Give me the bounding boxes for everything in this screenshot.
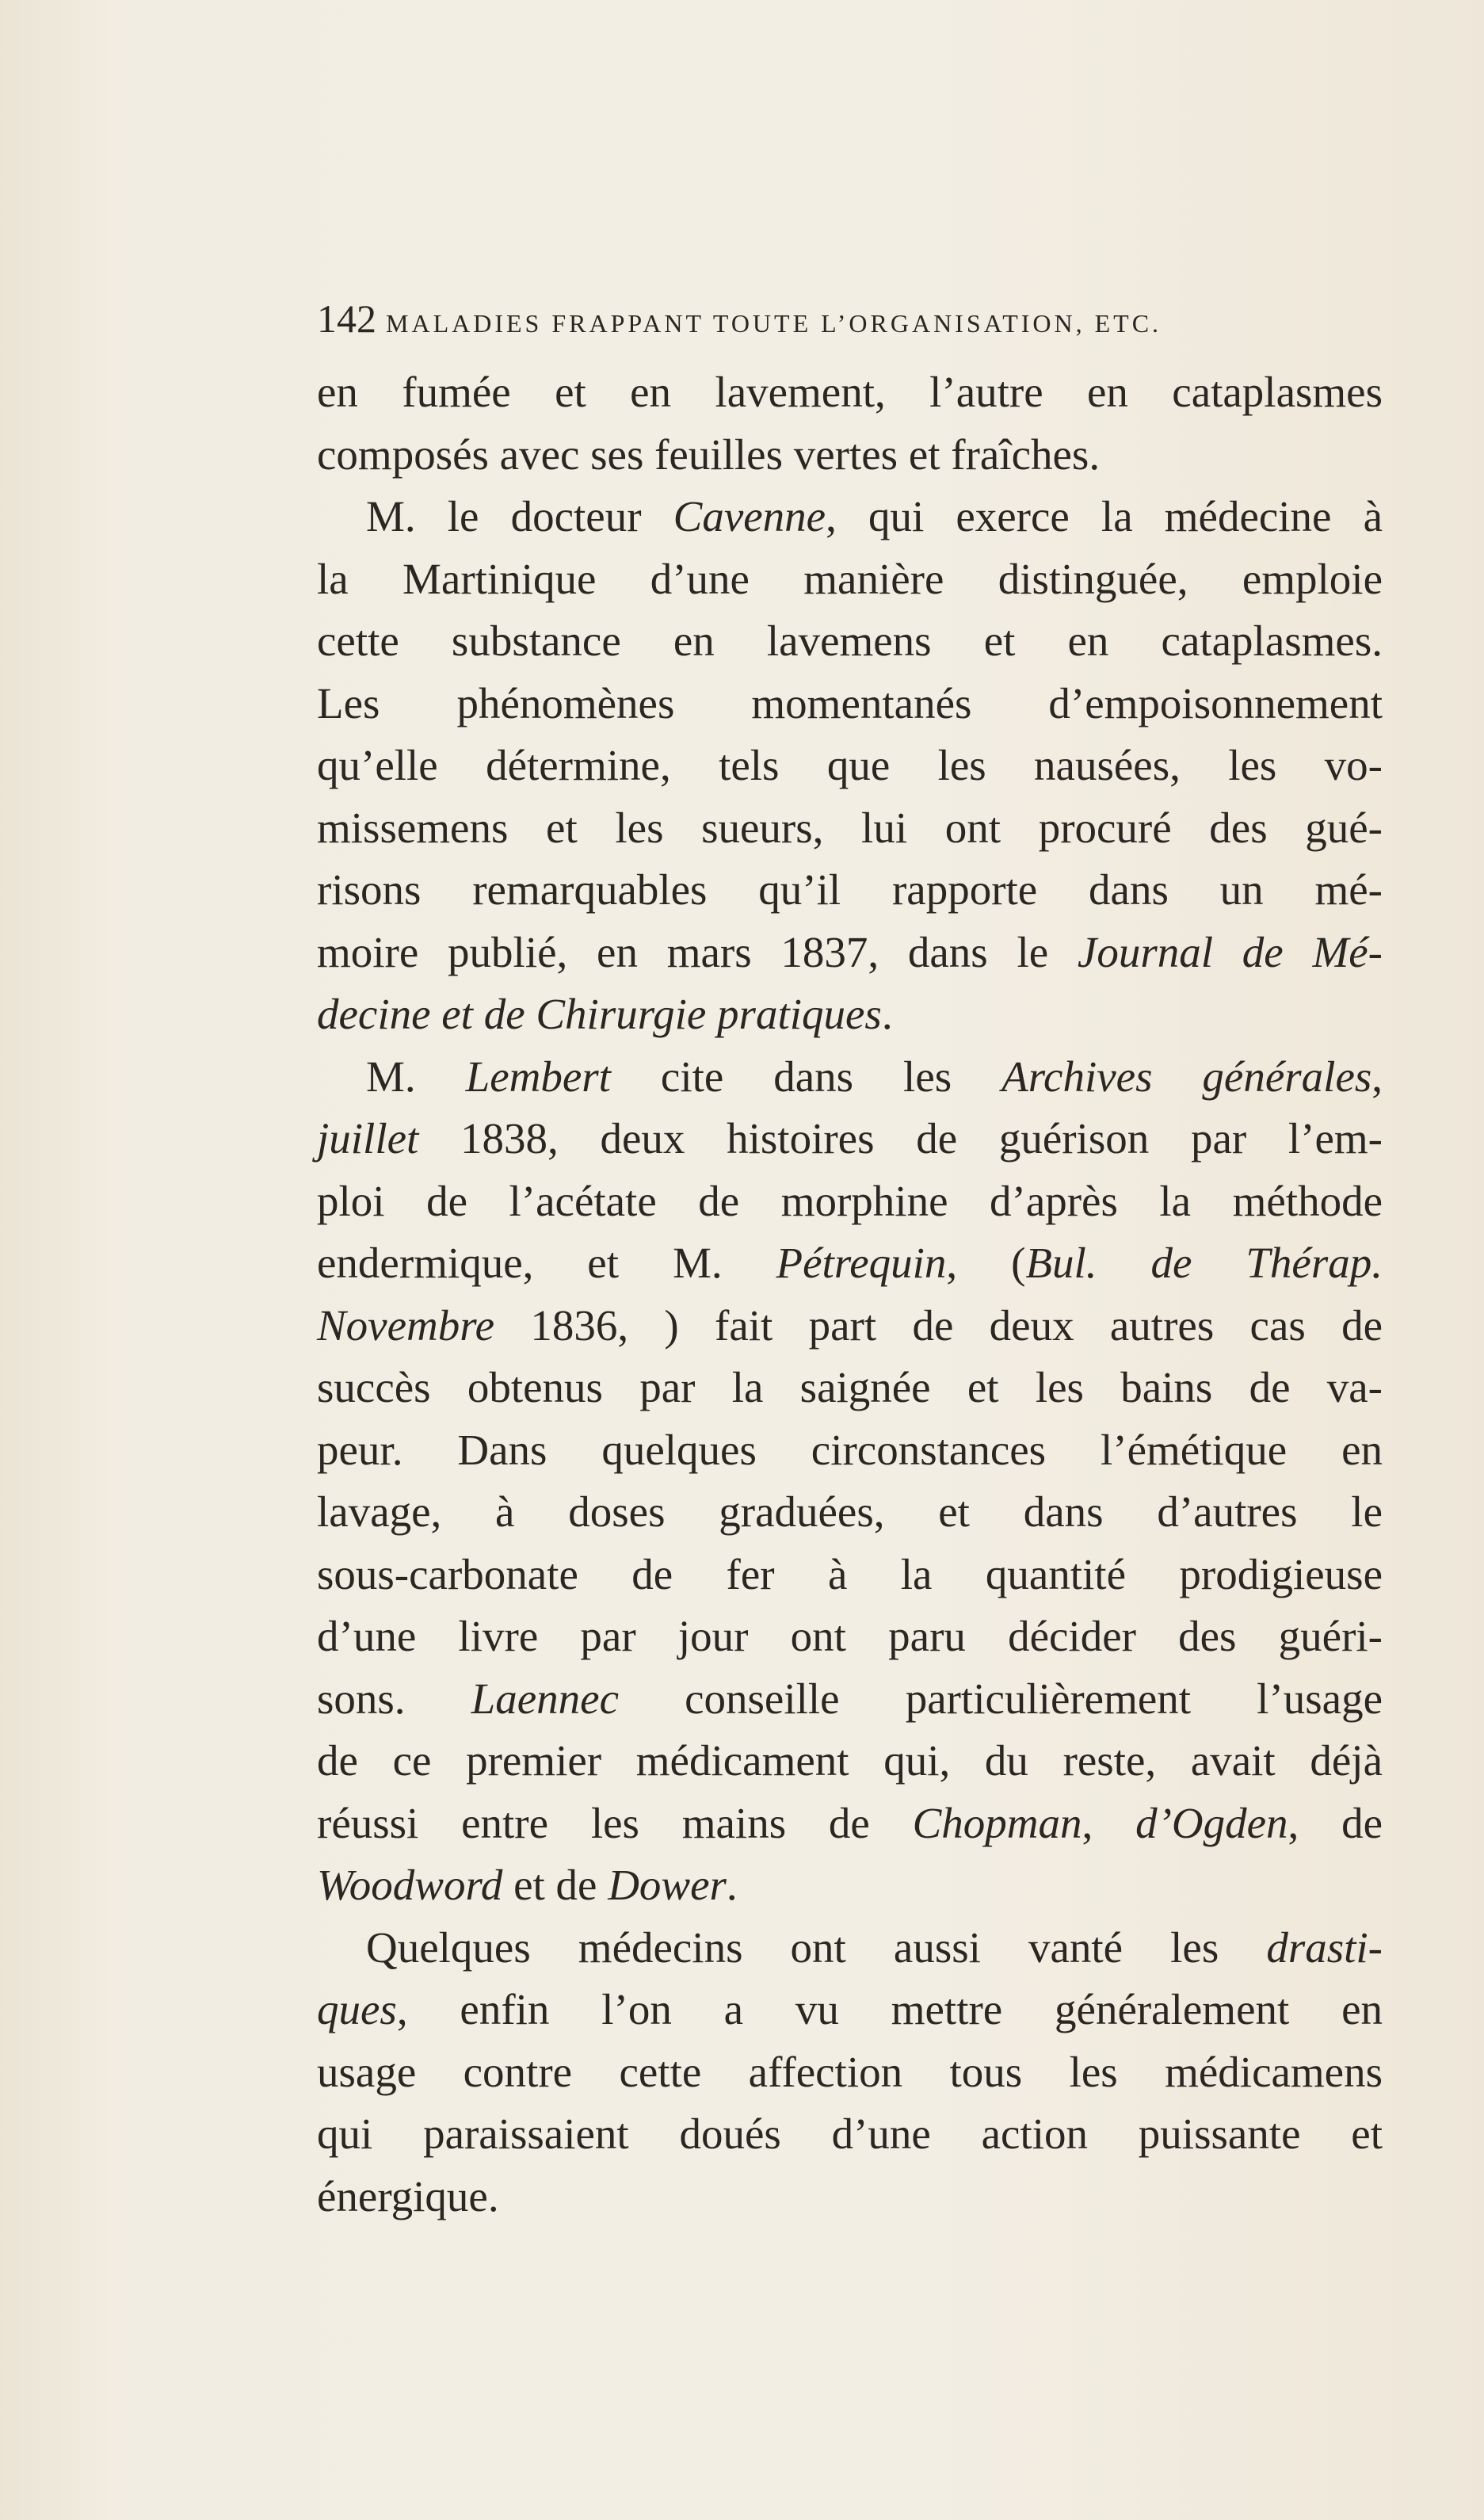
text-segment: moire publié, en mars 1837, dans le <box>317 927 1078 976</box>
text-line <box>317 735 1383 797</box>
italic-text: Bul. de Thérap. <box>1025 1239 1383 1287</box>
text-segment: peur. Dans quelques circonstances l’émétique en <box>317 1425 1383 1474</box>
text-line <box>317 1730 1383 1793</box>
text-segment: ploi de l’acétate de morphine d’après la méthode <box>317 1176 1383 1225</box>
text-segment: succès obtenus par la saignée et les bains de va- <box>317 1363 1383 1411</box>
text-segment: en fumée et en lavement, l’autre en cataplasmes <box>317 368 1383 416</box>
text-segment: , <box>1371 1052 1383 1101</box>
text-line <box>317 859 1383 922</box>
text-line <box>317 1232 1383 1295</box>
text-segment: et de <box>502 1861 608 1909</box>
page-header <box>317 295 1379 353</box>
text-segment: cite dans les <box>610 1052 1002 1101</box>
text-segment: , de <box>1288 1798 1383 1847</box>
text-line <box>317 1108 1383 1170</box>
text-segment: sons. <box>317 1674 471 1723</box>
text-line <box>317 1544 1383 1606</box>
text-line <box>317 486 1383 548</box>
text-line <box>317 1481 1383 1544</box>
text-segment: la Martinique d’une manière distinguée, emploie <box>317 554 1383 603</box>
italic-text: Lembert <box>465 1052 611 1101</box>
running-head: MALADIES FRAPPANT TOUTE L’ORGANISATION, ETC. <box>386 309 1162 338</box>
text-line <box>317 2166 1383 2228</box>
italic-text: Chopman <box>912 1798 1082 1847</box>
text-line <box>317 1979 1383 2041</box>
text-segment: . <box>726 1861 738 1909</box>
text-segment: , ( <box>946 1239 1026 1287</box>
text-line <box>317 1295 1383 1357</box>
text-segment: Les phénomènes momentanés d’empoisonnement <box>317 678 1383 727</box>
text-segment: . <box>881 990 893 1038</box>
italic-text: Woodword <box>317 1861 503 1909</box>
italic-text: Dower <box>608 1861 727 1909</box>
text-segment: endermique, et M. <box>317 1239 776 1287</box>
italic-text: Archives générales <box>1001 1052 1372 1101</box>
text-segment: Quelques médecins ont aussi vanté les <box>366 1922 1267 1972</box>
text-line <box>317 2041 1383 2104</box>
text-line <box>317 1606 1383 1668</box>
text-segment: lavage, à doses graduées, et dans d’autres le <box>317 1487 1383 1536</box>
text-segment: conseille particulièrement l’usage <box>619 1674 1383 1723</box>
text-segment: cette substance en lavemens et en cataplasmes. <box>317 617 1383 665</box>
text-segment: d’une livre par jour ont paru décider des guéri- <box>317 1612 1383 1660</box>
text-line <box>317 673 1383 735</box>
text-segment: M. <box>366 1052 466 1101</box>
text-line <box>317 1419 1383 1482</box>
text-line <box>317 1854 1383 1917</box>
italic-text: d’Ogden <box>1135 1798 1288 1847</box>
text-segment: composés avec ses feuilles vertes et fraîches. <box>317 430 1101 479</box>
text-segment: , enfin l’on a vu mettre généralement en <box>396 1985 1383 2033</box>
italic-text: decine et de Chirurgie pratiques <box>317 990 882 1038</box>
text-segment: sous-carbonate de fer à la quantité prodigieuse <box>317 1549 1383 1598</box>
text-line <box>317 1046 1383 1109</box>
text-segment: , <box>1082 1798 1136 1847</box>
text-line <box>317 2103 1383 2166</box>
italic-text: Journal de Mé- <box>1077 927 1383 976</box>
text-segment: réussi entre les mains de <box>317 1798 913 1847</box>
text-segment: 1838, deux histoires de guérison par l’em- <box>418 1114 1383 1163</box>
text-segment: usage contre cette affection tous les médicamens <box>317 2047 1383 2096</box>
text-segment: missemens et les sueurs, lui ont procuré des gué- <box>317 803 1383 852</box>
text-line <box>317 797 1383 860</box>
text-line <box>317 610 1383 673</box>
italic-text: ques <box>317 1985 397 2033</box>
text-segment: 1836, ) fait part de deux autres cas de <box>494 1300 1383 1350</box>
italic-text: Laennec <box>471 1674 619 1723</box>
text-line <box>317 1793 1383 1855</box>
text-segment: qui paraissaient doués d’une action puissante et <box>317 2110 1383 2158</box>
text-line <box>317 548 1383 611</box>
italic-text: drasti- <box>1266 1922 1383 1972</box>
text-segment: M. le docteur <box>366 492 673 540</box>
text-line <box>317 361 1383 424</box>
text-line <box>317 1357 1383 1419</box>
text-line <box>317 922 1383 984</box>
italic-text: juillet <box>317 1114 419 1163</box>
text-segment: de ce premier médicament qui, du reste, avait déjà <box>317 1736 1383 1785</box>
text-line <box>317 424 1383 487</box>
text-line <box>317 1668 1383 1731</box>
italic-text: Cavenne <box>673 492 826 540</box>
text-segment: , qui exerce la médecine à <box>826 492 1383 540</box>
italic-text: Pétrequin <box>776 1239 947 1287</box>
page-number: 142 <box>317 296 376 341</box>
text-line <box>317 1917 1383 1980</box>
text-segment: énergique. <box>317 2171 499 2220</box>
text-line <box>317 1170 1383 1233</box>
text-segment: risons remarquables qu’il rapporte dans un mé- <box>317 865 1383 914</box>
italic-text: Novembre <box>317 1300 495 1350</box>
text-segment: qu’elle détermine, tels que les nausées, les vo- <box>317 741 1383 789</box>
text-line <box>317 983 1383 1046</box>
body-text <box>317 361 1383 2228</box>
